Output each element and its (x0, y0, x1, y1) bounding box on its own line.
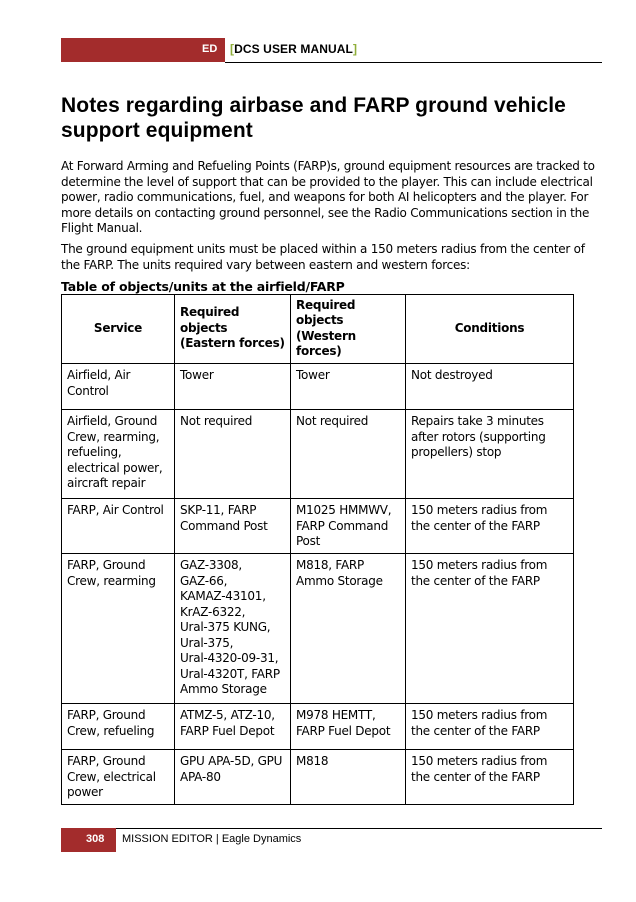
cell-eastern: SKP-11, FARP Command Post (175, 499, 291, 554)
cell-eastern: ATMZ-5, ATZ-10, FARP Fuel Depot (175, 704, 291, 750)
cell-conditions: Not destroyed (406, 364, 574, 410)
open-bracket: [ (230, 42, 235, 56)
header-conditions: Conditions (406, 295, 574, 364)
intro-paragraph: At Forward Arming and Refueling Points (FARP)s, ground equipment resources are tracked to determine the level of support that can be provided to the player. This can include electrical power, radio communications, fuel, and weapons for both AI helicopters and the player. For more details on contacting ground personnel, see the Radio Communications section in the Flight Manual. (61, 159, 595, 235)
cell-service: FARP, Ground Crew, electrical power (62, 750, 175, 805)
cell-service: FARP, Ground Crew, rearming (62, 554, 175, 704)
cell-service: FARP, Ground Crew, refueling (62, 704, 175, 750)
cell-western: M1025 HMMWV, FARP Command Post (291, 499, 406, 554)
cell-conditions: 150 meters radius from the center of the FARP (406, 750, 574, 805)
page-number: 308 (86, 833, 105, 845)
requirements-paragraph: The ground equipment units must be placed within a 150 meters radius from the center of the FARP. The units required vary between eastern and western forces: (61, 242, 585, 272)
cell-western: Tower (291, 364, 406, 410)
table-row (62, 704, 574, 750)
cell-western: Not required (291, 410, 406, 499)
cell-eastern: Not required (175, 410, 291, 499)
footer-rule (61, 828, 602, 829)
header-ed-label: ED (202, 43, 218, 55)
header-eastern: Required objects (Eastern forces) (175, 295, 291, 364)
header-western: Required objects (Western forces) (291, 295, 406, 364)
header-rule (225, 62, 602, 63)
cell-eastern: GAZ-3308, GAZ-66, KAMAZ-43101, KrAZ-6322, Ural-375 KUNG, Ural-375, Ural-4320-09-31, Ural-4320T, FARP Ammo Storage (175, 554, 291, 704)
cell-western: M818, FARP Ammo Storage (291, 554, 406, 704)
cell-service: FARP, Air Control (62, 499, 175, 554)
page-title: Notes regarding airbase and FARP ground vehicle support equipment (61, 94, 566, 142)
cell-conditions: 150 meters radius from the center of the FARP (406, 554, 574, 704)
cell-service: Airfield, Air Control (62, 364, 175, 410)
table-row (62, 554, 574, 704)
cell-eastern: Tower (175, 364, 291, 410)
cell-western: M818 (291, 750, 406, 805)
cell-service: Airfield, Ground Crew, rearming, refueling, electrical power, aircraft repair (62, 410, 175, 499)
table-header-row (62, 295, 574, 364)
cell-western: M978 HEMTT, FARP Fuel Depot (291, 704, 406, 750)
objects-table (61, 294, 574, 805)
table-row (62, 410, 574, 499)
table-row (62, 364, 574, 410)
close-bracket: ] (352, 42, 358, 56)
table-row (62, 750, 574, 805)
table-row (62, 499, 574, 554)
cell-conditions: 150 meters radius from the center of the FARP (406, 499, 574, 554)
cell-conditions: 150 meters radius from the center of the FARP (406, 704, 574, 750)
cell-eastern: GPU APA-5D, GPU APA-80 (175, 750, 291, 805)
cell-conditions: Repairs take 3 minutes after rotors (supporting propellers) stop (406, 410, 574, 499)
header-service: Service (62, 295, 175, 364)
header-accent-bar (61, 38, 225, 62)
manual-title-text: DCS USER MANUAL (234, 42, 353, 56)
table-caption: Table of objects/units at the airfield/FARP (61, 279, 345, 294)
footer-text: MISSION EDITOR | Eagle Dynamics (122, 833, 302, 845)
header-manual-title (230, 42, 357, 56)
